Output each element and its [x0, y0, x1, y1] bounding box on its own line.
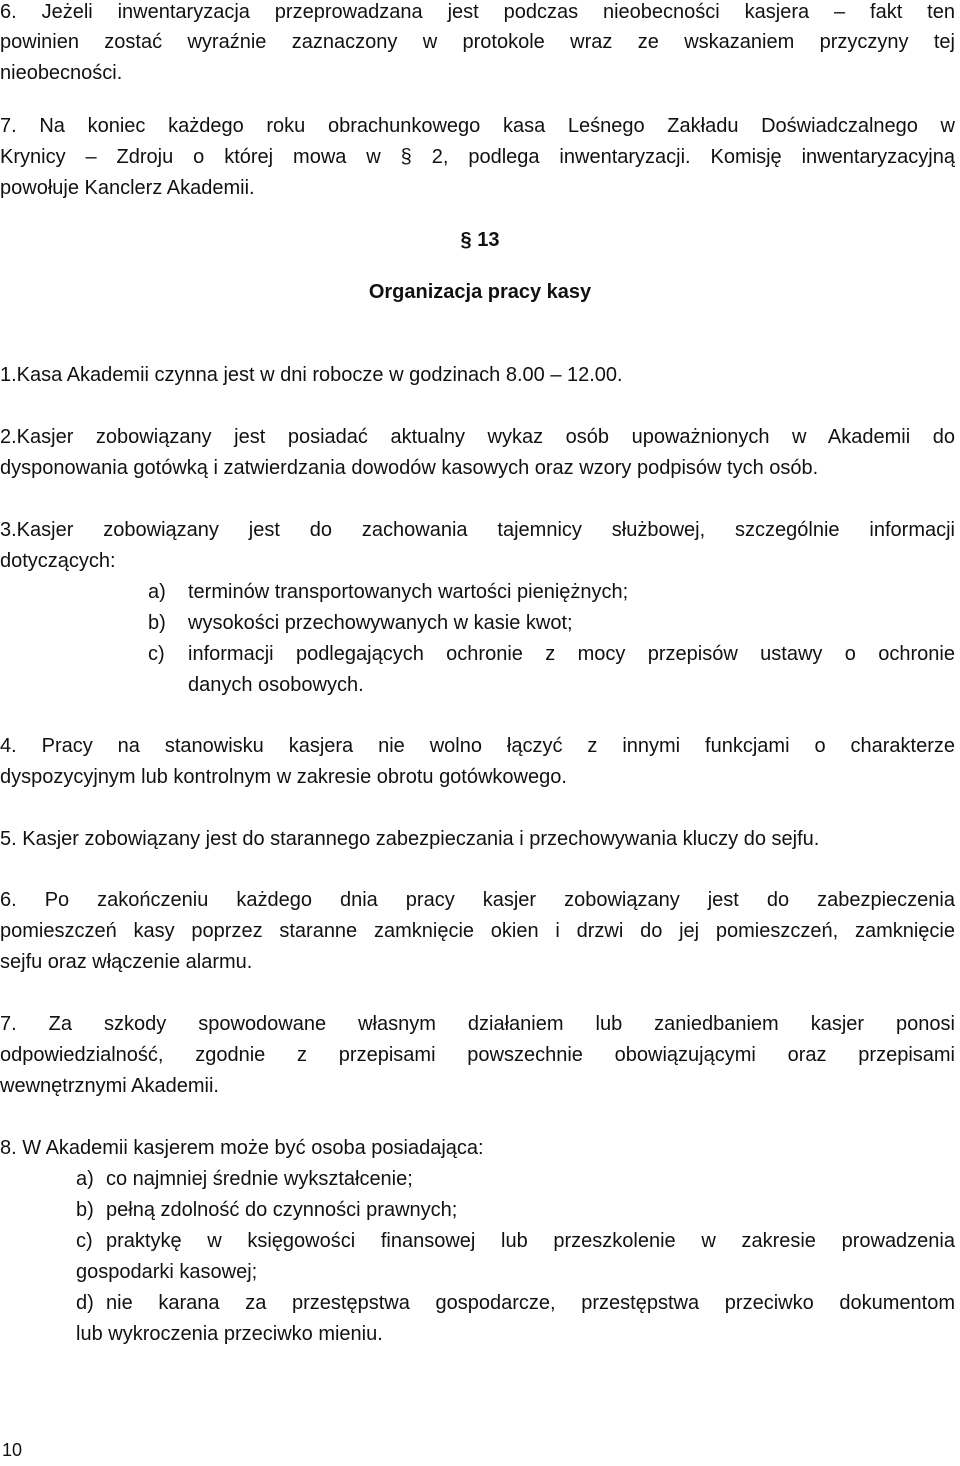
- point-5: 5. Kasjer zobowiązany jest do starannego zabezpieczania i przechowywania kluczy do sejfu.: [0, 828, 820, 850]
- list-label: d): [76, 1292, 94, 1314]
- point-3-line: dotyczących:: [0, 550, 116, 572]
- page-number: 10: [2, 1440, 23, 1460]
- point-1: 1.Kasa Akademii czynna jest w dni robocze w godzinach 8.00 – 12.00.: [0, 364, 623, 386]
- list-item-text: pełną zdolność do czynności prawnych;: [106, 1199, 458, 1221]
- point-7-line: 7. Za szkody spowodowane własnym działaniem lub zaniedbaniem kasjer ponosi: [0, 1013, 955, 1035]
- point-4-line: dyspozycyjnym lub kontrolnym w zakresie obrotu gotówkowego.: [0, 766, 567, 788]
- paragraph-line: nieobecności.: [0, 62, 123, 84]
- point-4-line: 4. Pracy na stanowisku kasjera nie wolno łączyć z innymi funkcjami o charakterze: [0, 735, 955, 757]
- list-item-text: gospodarki kasowej;: [76, 1261, 258, 1283]
- point-2-line: 2.Kasjer zobowiązany jest posiadać aktualny wykaz osób upoważnionych w Akademii do: [0, 426, 955, 448]
- list-item-text: nie karana za przestępstwa gospodarcze, przestępstwa przeciwko dokumentom: [106, 1292, 955, 1314]
- list-item-text: informacji podlegających ochronie z mocy przepisów ustawy o ochronie: [188, 643, 955, 665]
- point-7-line: wewnętrznymi Akademii.: [0, 1075, 219, 1097]
- point-2-line: dysponowania gotówką i zatwierdzania dowodów kasowych oraz wzory podpisów tych osób.: [0, 457, 819, 479]
- point-7-line: odpowiedzialność, zgodnie z przepisami powszechnie obowiązującymi oraz przepisami: [0, 1044, 955, 1066]
- point-6-line: 6. Po zakończeniu każdego dnia pracy kasjer zobowiązany jest do zabezpieczenia: [0, 889, 955, 911]
- list-item-text: lub wykroczenia przeciwko mieniu.: [76, 1323, 383, 1345]
- list-item-text: praktykę w księgowości finansowej lub przeszkolenie w zakresie prowadzenia: [106, 1230, 955, 1252]
- point-6-line: sejfu oraz włączenie alarmu.: [0, 951, 253, 973]
- paragraph-line: 7. Na koniec każdego roku obrachunkowego kasa Leśnego Zakładu Doświadczalnego w: [0, 115, 955, 137]
- paragraph-line: powinien zostać wyraźnie zaznaczony w protokole wraz ze wskazaniem przyczyny tej: [0, 31, 955, 53]
- paragraph-line: 6. Jeżeli inwentaryzacja przeprowadzana jest podczas nieobecności kasjera – fakt ten: [0, 1, 955, 23]
- list-label: c): [148, 643, 165, 665]
- list-label: b): [148, 612, 166, 634]
- list-label: a): [76, 1168, 94, 1190]
- list-label: a): [148, 581, 166, 603]
- point-8: 8. W Akademii kasjerem może być osoba posiadająca:: [0, 1137, 484, 1159]
- point-3-line: 3.Kasjer zobowiązany jest do zachowania tajemnicy służbowej, szczególnie informacji: [0, 519, 955, 541]
- paragraph-line: powołuje Kanclerz Akademii.: [0, 177, 255, 199]
- list-item-text: wysokości przechowywanych w kasie kwot;: [188, 612, 573, 634]
- list-label: b): [76, 1199, 94, 1221]
- section-title: Organizacja pracy kasy: [368, 281, 592, 303]
- section-number: § 13: [460, 229, 500, 251]
- point-6-line: pomieszczeń kasy poprzez staranne zamknięcie okien i drzwi do jej pomieszczeń, zamknięcie: [0, 920, 955, 942]
- list-item-text: danych osobowych.: [188, 674, 364, 696]
- list-label: c): [76, 1230, 93, 1252]
- paragraph-line: Krynicy – Zdroju o której mowa w § 2, podlega inwentaryzacji. Komisję inwentaryzacyjną: [0, 146, 955, 168]
- list-item-text: co najmniej średnie wykształcenie;: [106, 1168, 413, 1190]
- list-item-text: terminów transportowanych wartości pieniężnych;: [188, 581, 629, 603]
